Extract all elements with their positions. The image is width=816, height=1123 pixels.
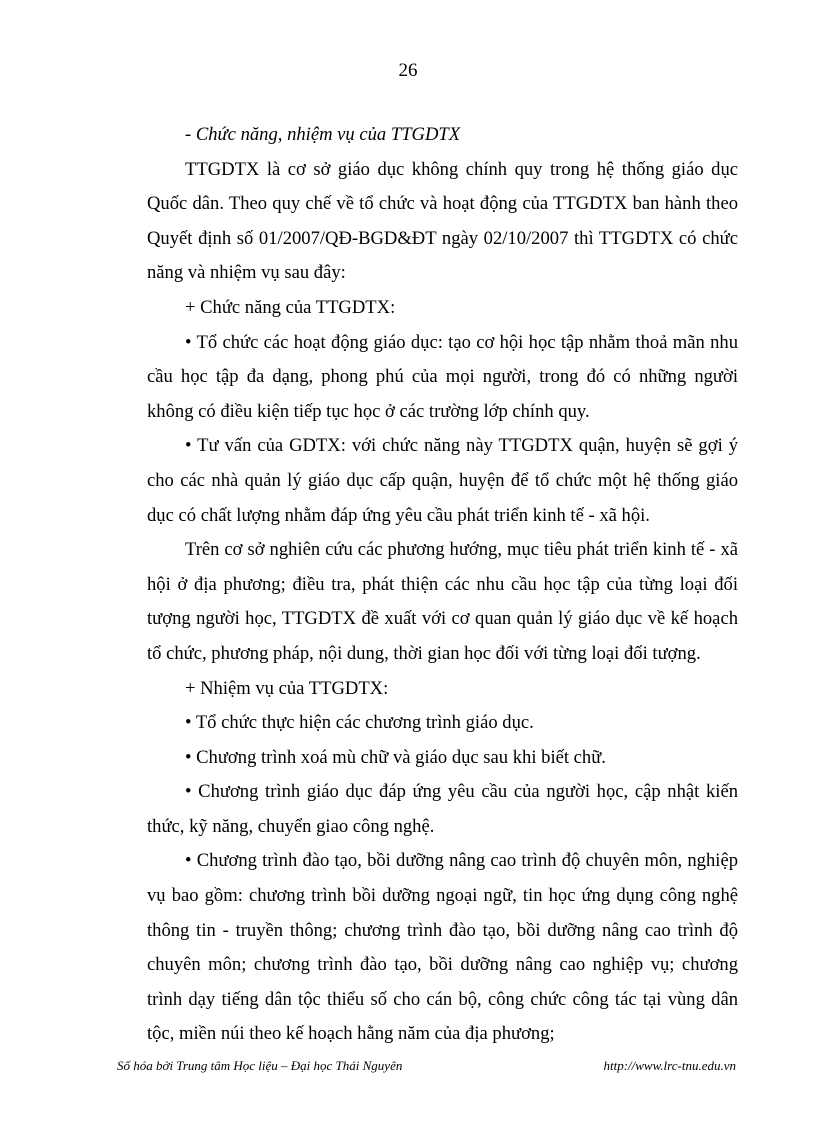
footer-source: Số hóa bởi Trung tâm Học liệu – Đại học Thái Nguyên [117, 1058, 403, 1073]
page-number: 26 [398, 60, 418, 81]
bullet-implement-programs: • Tổ chức thực hiện các chương trình giáo dục. [185, 712, 534, 734]
bullet-literacy: • Chương trình xoá mù chữ và giáo dục sau khi biết chữ. [185, 746, 606, 768]
footer-url: http://www.lrc-tnu.edu.vn [603, 1058, 736, 1073]
body-text [147, 118, 738, 1052]
bullet-education-activities: • Tổ chức các hoạt động giáo dục: tạo cơ hội học tập nhằm thoả mãn nhu cầu học tập đa dạng, phong phú của mọi người, trong đó có những người không có điều kiện tiếp tục học ở các trường lớp chính quy. [147, 331, 738, 422]
subheading-functions: + Chức năng của TTGDTX: [185, 296, 396, 318]
paragraph-intro: TTGDTX là cơ sở giáo dục không chính quy trong hệ thống giáo dục Quốc dân. Theo quy chế về tổ chức và hoạt động của TTGDTX ban hành theo Quyết định số 01/2007/QĐ-BGD&ĐT ngày 02/10/2007 thì TTGDTX có chức năng và nhiệm vụ sau đây: [147, 158, 738, 284]
bullet-professional-training: • Chương trình đào tạo, bồi dưỡng nâng cao trình độ chuyên môn, nghiệp vụ bao gồm: chương trình bồi dưỡng ngoại ngữ, tin học ứng dụng công nghệ thông tin - truyền thông; chương trình đào tạo, bồi dưỡng nâng cao trình độ chuyên môn; chương trình đào tạo, bồi dưỡng nâng cao nghiệp vụ; chương trình dạy tiếng dân tộc thiểu số cho cán bộ, công chức công tác tại vùng dân tộc, miền núi theo kế hoạch hằng năm của địa phương; [147, 850, 738, 1045]
subheading-duties: + Nhiệm vụ của TTGDTX: [185, 677, 389, 699]
section-heading: - Chức năng, nhiệm vụ của TTGDTX [185, 124, 461, 145]
bullet-consulting: • Tư vấn của GDTX: với chức năng này TTGDTX quận, huyện sẽ gợi ý cho các nhà quản lý giáo dục cấp quận, huyện để tổ chức một hệ thống giáo dục có chất lượng nhằm đáp ứng yêu cầu phát triển kinh tế - xã hội. [147, 435, 738, 526]
paragraph-proposal: Trên cơ sở nghiên cứu các phương hướng, mục tiêu phát triển kinh tế - xã hội ở địa phương; điều tra, phát thiện các nhu cầu học tập của từng loại đối tượng người học, TTGDTX đề xuất với cơ quan quản lý giáo dục về kế hoạch tổ chức, phương pháp, nội dung, thời gian học đối với từng loại đối tượng. [147, 539, 738, 664]
bullet-learner-needs: • Chương trình giáo dục đáp ứng yêu cầu của người học, cập nhật kiến thức, kỹ năng, chuyển giao công nghệ. [147, 781, 738, 837]
